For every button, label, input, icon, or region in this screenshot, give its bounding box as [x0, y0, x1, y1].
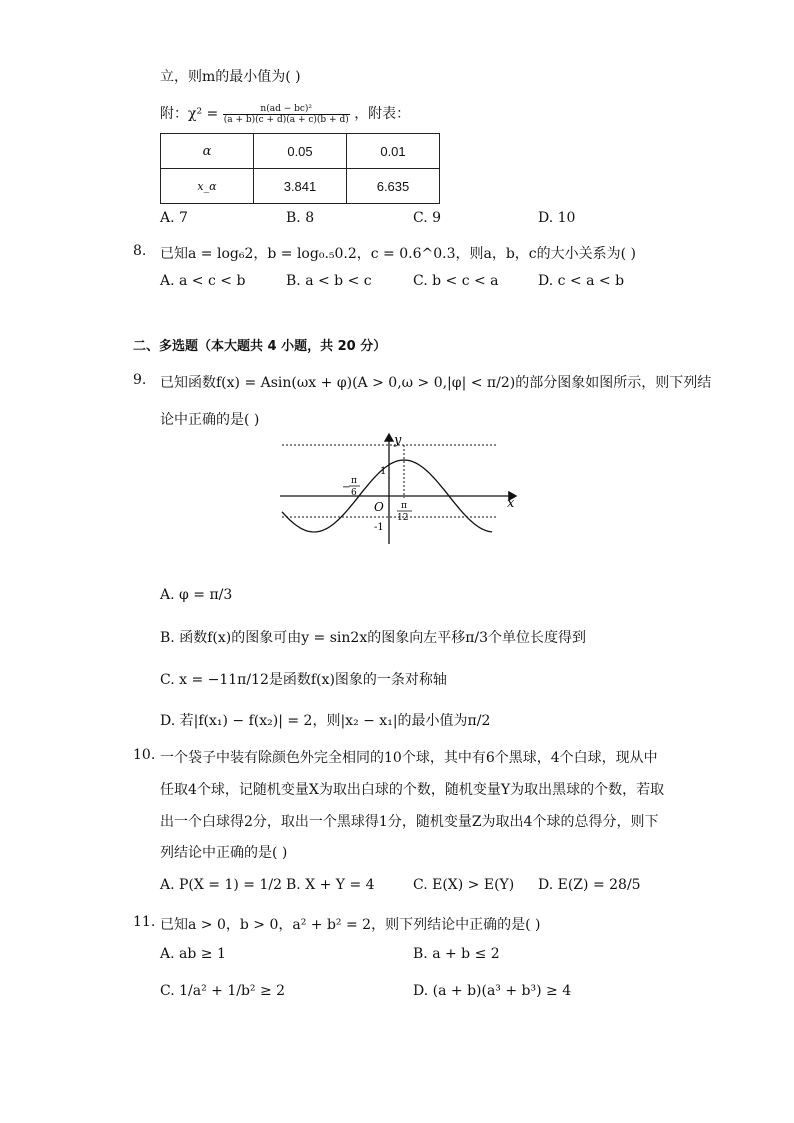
- origin-label: O: [374, 500, 384, 514]
- q11-option-c[interactable]: C. 1/a² + 1/b² ≥ 2: [160, 983, 286, 999]
- q7-option-c[interactable]: C. 9: [413, 210, 442, 226]
- q10-line: 一个袋子中装有除颜色外完全相同的10个球，其中有6个黑球，4个白球，现从中: [160, 750, 658, 766]
- q9-option-b[interactable]: B. 函数f(x)的图象可由y = sin2x的图象向左平移π/3个单位长度得到: [160, 630, 587, 646]
- q9-stem-line2: 论中正确的是( ): [160, 412, 260, 428]
- q9-option-a[interactable]: A. φ = π/3: [160, 587, 233, 603]
- q9-stem-line1: 已知函数f(x) = Asin(ωx + φ)(A > 0,ω > 0,|φ| < π/2)的部分图象如图所示，则下列结: [160, 375, 712, 391]
- q7-option-b[interactable]: B. 8: [286, 210, 315, 226]
- formula-suffix: ，附表：: [354, 106, 411, 122]
- q10-number: 10.: [133, 747, 156, 763]
- q10-option-b[interactable]: B. X + Y = 4: [286, 877, 375, 893]
- q11-number: 11.: [133, 914, 156, 930]
- y-axis-label: y: [394, 433, 402, 448]
- table-cell: x_α: [161, 169, 254, 204]
- min-value-label: -1: [374, 522, 384, 533]
- right-peak-num: π: [401, 501, 407, 511]
- q7-option-d[interactable]: D. 10: [538, 210, 576, 226]
- q7-stem-tail: 立，则m的最小值为( ): [160, 69, 301, 85]
- table-cell: α: [161, 134, 254, 169]
- x-axis-label: x: [507, 496, 515, 511]
- left-zero-den: 6: [351, 488, 357, 498]
- q8-option-c[interactable]: C. b < c < a: [413, 273, 499, 289]
- q9-number: 9.: [133, 372, 147, 388]
- q10-option-a[interactable]: A. P(X = 1) = 1/2: [160, 877, 283, 893]
- q8-option-b[interactable]: B. a < b < c: [286, 273, 372, 289]
- q11-option-d[interactable]: D. (a + b)(a³ + b³) ≥ 4: [413, 983, 572, 999]
- max-value-label: 1: [380, 466, 387, 477]
- q7-formula: [160, 103, 410, 125]
- left-zero-label: −: [342, 482, 351, 493]
- section-title: 二、多选题（本大题共 4 小题，共 20 分）: [133, 339, 387, 354]
- formula-numerator: n(ad − bc)²: [223, 104, 350, 115]
- q11-stem: 已知a > 0，b > 0，a² + b² = 2，则下列结论中正确的是( ): [160, 917, 541, 933]
- table-cell: 3.841: [254, 169, 347, 204]
- q8-option-d[interactable]: D. c < a < b: [538, 273, 625, 289]
- table-cell: 6.635: [347, 169, 440, 204]
- chi-square-fraction: [223, 104, 350, 125]
- q9-option-d[interactable]: D. 若|f(x₁) − f(x₂)| = 2，则|x₂ − x₁|的最小值为π/2: [160, 713, 491, 729]
- q11-option-a[interactable]: A. ab ≥ 1: [160, 946, 226, 962]
- right-peak-den: 12: [397, 513, 409, 523]
- left-zero-num: π: [351, 476, 357, 486]
- q10-line: 任取4个球，记随机变量X为取出白球的个数，随机变量Y为取出黑球的个数，若取: [160, 782, 665, 798]
- q10-line: 出一个白球得2分，取出一个黑球得1分，随机变量Z为取出4个球的总得分，则下: [160, 814, 659, 830]
- q10-option-c[interactable]: C. E(X) > E(Y): [413, 877, 515, 893]
- sine-graph: [270, 428, 525, 548]
- q10-option-d[interactable]: D. E(Z) = 28/5: [538, 877, 641, 893]
- table-cell: 0.05: [254, 134, 347, 169]
- formula-denominator: (a + b)(c + d)(a + c)(b + d): [223, 114, 349, 125]
- q10-line: 列结论中正确的是( ): [160, 845, 288, 861]
- q8-stem: 已知a = log₆2，b = log₀.₅0.2，c = 0.6^0.3，则a，b，c的大小关系为( ): [160, 246, 637, 262]
- table-row: [161, 169, 440, 204]
- q8-option-a[interactable]: A. a < c < b: [160, 273, 246, 289]
- table-cell: 0.01: [347, 134, 440, 169]
- formula-prefix: 附：χ² =: [160, 106, 219, 122]
- q11-option-b[interactable]: B. a + b ≤ 2: [413, 946, 500, 962]
- critical-value-table: [160, 133, 440, 204]
- q9-option-c[interactable]: C. x = −11π/12是函数f(x)图象的一条对称轴: [160, 672, 447, 688]
- q8-number: 8.: [133, 243, 147, 259]
- q7-option-a[interactable]: A. 7: [160, 210, 188, 226]
- table-row: [161, 134, 440, 169]
